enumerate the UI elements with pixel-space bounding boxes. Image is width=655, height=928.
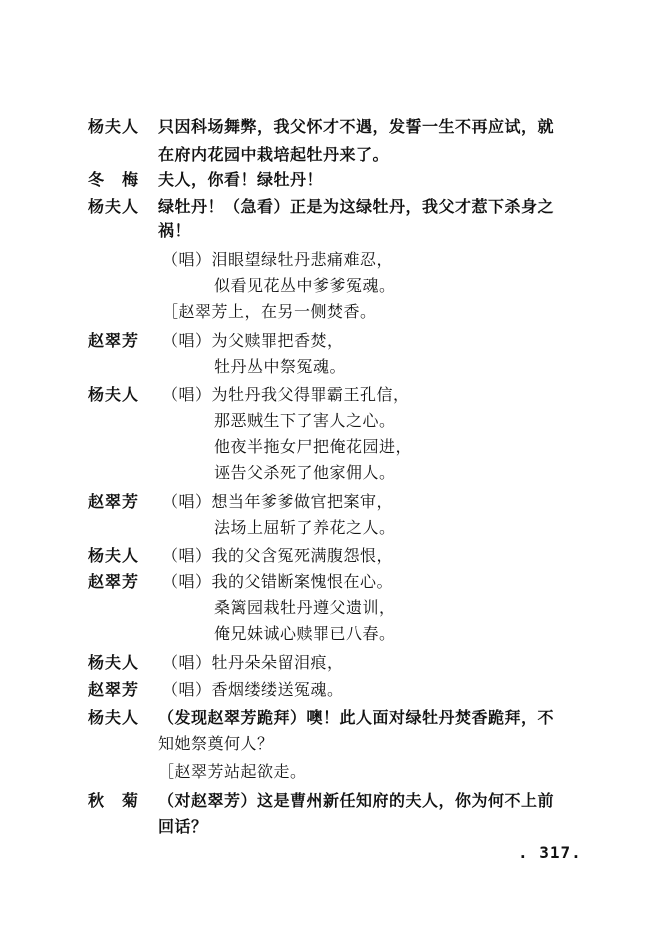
dialogue-line: 在府内花园中栽培起牡丹来了。 [158,145,390,164]
speaker-label: 冬 梅 [88,170,140,189]
sung-line: （唱）牡丹朵朵留泪痕， [162,653,344,672]
sung-line: 牡丹丛中祭冤魂。 [214,357,347,376]
sung-line: （唱）想当年爹爹做官把案审， [162,492,394,511]
sung-line: 诬告父杀死了他家佣人。 [214,463,396,482]
sung-line: （唱）我的父含冤死满腹怨恨， [162,546,394,565]
sung-line: 桑篱园栽牡丹遵父遗训， [214,598,396,617]
speaker-label: 杨夫人 [88,708,140,727]
dialogue-line: 只因科场舞弊，我父怀才不遇，发誓一生不再应试，就 [158,117,555,136]
sung-line: （唱）泪眼望绿牡丹悲痛难忍， [162,250,394,269]
sung-line: 似看见花丛中爹爹冤魂。 [214,276,396,295]
sung-line: 俺兄妹诚心赎罪已八春。 [214,624,396,643]
dialogue-line: 祸！ [158,221,192,240]
dialogue-line: （对赵翠芳）这是曹州新任知府的夫人，你为何不上前 [158,791,555,810]
speaker-label: 杨夫人 [88,117,140,136]
sung-line: 那恶贼生下了害人之心。 [214,411,396,430]
dialogue-line: 绿牡丹！（急看）正是为这绿牡丹，我父才惹下杀身之 [158,197,555,216]
speaker-label: 杨夫人 [88,546,140,565]
dialogue-line: 回话？ [158,817,208,836]
sung-line: 法场上屈斩了养花之人。 [214,518,396,537]
sung-line: （唱）香烟缕缕送冤魂。 [162,680,344,699]
speaker-label: 赵翠芳 [88,331,140,350]
speaker-label: 赵翠芳 [88,572,140,591]
dialogue-line: 知她祭奠何人？ [158,734,274,753]
speaker-label: 杨夫人 [88,385,140,404]
dialogue-line: （发现赵翠芳跪拜）噢！此人面对绿牡丹焚香跪拜，不 [158,708,555,727]
sung-line: （唱）为父赎罪把香焚， [162,331,344,350]
speaker-label: 杨夫人 [88,653,140,672]
speaker-label: 秋 菊 [88,791,140,810]
stage-direction: ［赵翠芳站起欲走。 [158,762,307,781]
sung-line: （唱）我的父错断案愧恨在心。 [162,572,394,591]
sung-line: 他夜半拖女尸把俺花园进， [214,437,413,456]
speaker-label: 杨夫人 [88,197,140,216]
speaker-label: 赵翠芳 [88,680,140,699]
sung-line: （唱）为牡丹我父得罪霸王孔信， [162,385,410,404]
page-number: . 317. [518,843,582,862]
dialogue-line: 夫人，你看！绿牡丹！ [158,170,324,189]
stage-direction: ［赵翠芳上，在另一侧焚香。 [162,302,377,321]
speaker-label: 赵翠芳 [88,492,140,511]
